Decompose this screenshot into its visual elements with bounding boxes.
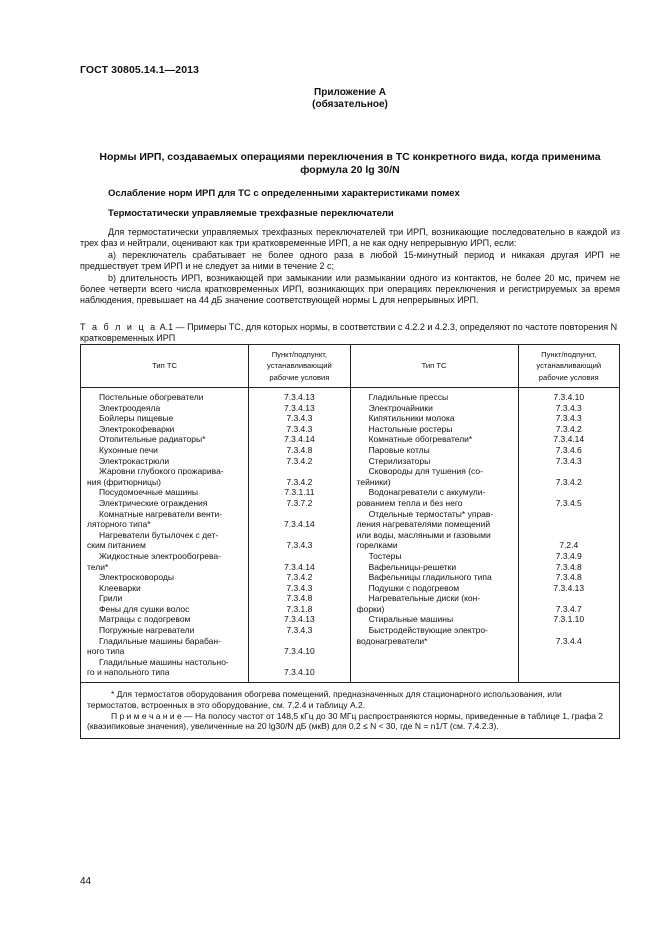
device-type-line: ного типа [87,646,125,657]
header-clause-left: Пункт/подпункт, устанавливающий рабочие условия [249,345,350,388]
clause-ref-line: 7.3.4.14 [553,434,585,445]
device-type-line: Вафельницы гладильного типа [368,572,492,583]
device-type-line: Матрацы с подогревом [99,614,191,625]
clause-ref-line [519,519,619,530]
header-clause-right: Пункт/подпункт, устанавливающий рабочие условия [518,345,619,388]
device-type-line: Погружные нагреватели [99,625,195,636]
standard-header: ГОСТ 30805.14.1—2013 [80,64,200,76]
device-type-line: Жаровни глубокого прожарива- [99,466,224,477]
device-type-line: Клееварки [99,582,141,593]
device-type-line: Электрические ограждения [99,497,208,508]
clause-ref-line [519,593,619,604]
clause-ref-line: 7.3.4.14 [284,561,315,572]
subheading-attenuation: Ослабление норм ИРП для ТС с определенными характеристиками помех [108,188,460,199]
device-type-line: Нагреватели бутылочек с дет- [99,529,219,540]
left-type-column [81,388,249,683]
main-title [80,151,620,177]
clause-ref-line [519,530,619,541]
device-type-line: ляторного типа* [87,519,151,530]
device-type-line: Сковороды для тушения (со- [368,466,483,477]
clause-ref-line: 7.3.4.2 [286,455,313,466]
clause-ref-line: 7.3.4.4 [555,635,582,646]
clause-ref-line: 7.3.1.11 [284,487,315,498]
device-type-line: тели* [87,561,109,572]
clause-ref-line: 7.3.4.2 [555,476,582,487]
table-caption [80,322,620,345]
note-text: На полосу частот от 148,5 кГц до 30 МГц распространяются нормы, приведенные в таблице 1, графа 2 (квазипиковые значения), увеличенные на 20 lg30/N дБ (мкВ) для 0,2 ≤ N < 30, где N = n1/T (см. 7.4.2.3). [87,710,604,732]
header-type-left: Тип ТС [81,345,249,388]
clause-ref-line: 7.3.4.13 [284,402,315,413]
clause-ref-line: 7.3.4.3 [286,582,313,593]
body-text [80,227,620,307]
device-type-line: Тостеры [368,550,402,561]
clause-ref-line: 7.3.4.6 [555,444,582,455]
table-caption-prefix: Т а б л и ц а [80,322,158,332]
clause-ref-line: 7.3.4.2 [555,423,582,434]
clause-ref-line: 7.3.4.8 [286,593,313,604]
clause-ref-line [519,487,619,498]
device-type-line: Электроодеяла [99,402,161,413]
device-type-line: ния (фритюрницы) [87,476,161,487]
clause-ref-line: 7.3.4.10 [553,392,585,402]
clause-ref-line: 7.3.4.5 [555,497,582,508]
clause-ref-line: 7.3.4.10 [284,646,315,657]
clause-ref-line: 7.3.4.14 [284,519,315,530]
device-type-line: Жидкостные электрообогрева- [99,550,221,561]
device-type-line: Электрокофеварки [99,423,175,434]
clause-ref-line [249,657,349,668]
clause-ref-line: 7.3.4.14 [284,434,315,445]
clause-ref-line [519,509,619,520]
clause-ref-line [249,551,349,562]
paragraph: Для термостатически управляемых трехфазных переключателей три ИРП, возникающие последовательно в каждой из трех фаз и нейтрали, оценивают как три кратковременные ИРП, а не как одну непрерывную ИРП, если: [80,227,620,249]
device-type-line: Комнатные обогреватели* [368,434,473,445]
clause-ref-line: 7.3.4.8 [555,561,582,572]
clause-ref-line [249,466,349,477]
clause-ref-line: 7.3.4.3 [286,625,313,636]
clause-ref-line [249,530,349,541]
clause-ref-line: 7.3.4.3 [555,402,582,413]
device-type-line: ления нагревателями помещений [356,519,491,530]
device-type-line: Гладильные прессы [368,392,449,402]
annex-subtitle: (обязательное) [312,99,388,110]
device-type-line: Кипятильники молока [368,413,455,424]
left-clause-column [249,388,350,683]
device-type-line: рованием тепла и без него [356,497,463,508]
device-type-line: Гладильные машины настольно- [99,656,229,667]
clause-ref-line: 7.3.4.8 [555,572,582,583]
clause-ref-line: 7.3.4.3 [286,423,313,434]
clause-ref-line [519,625,619,636]
clause-ref-line: 7.3.4.10 [284,667,315,678]
device-type-line: Электросковороды [99,572,174,583]
main-title-line2: формула 20 lg 30/N [300,164,400,176]
device-type-line: горелками [356,540,398,551]
paragraph: a) переключатель срабатывает не более одного раза в любой 15-минутный период и никакая другая ИРП не предшествует трем ИРП и не следует за ними в течение 2 с; [80,249,620,272]
device-type-line: форки) [356,603,385,614]
device-type-line: Комнатные нагреватели венти- [99,508,223,519]
device-type-line: Электрокастрюли [99,455,170,466]
clause-ref-line: 7.3.4.8 [286,444,313,455]
device-type-line: Отдельные термостаты* управ- [368,508,494,519]
footnote: * Для термостатов оборудования обогрева помещений, предназначенных для стационарного использования, или термостатов, встроенных в это оборудование, см. 7.2.4 и таблицу А.2. [87,689,562,710]
device-type-line: ским питанием [87,540,146,551]
note-prefix: П р и м е ч а н и е — [111,710,193,721]
clause-ref-line: 7.3.7.2 [286,497,313,508]
subheading-thermostatic: Термостатически управляемые трехфазные переключатели [108,208,394,219]
clause-ref-line: 7.3.4.13 [284,392,315,402]
clause-ref-line: 7.2.4 [559,540,579,551]
page-number: 44 [80,876,92,887]
clause-ref-line: 7.3.4.2 [286,572,313,583]
clause-ref-line: 7.3.4.3 [286,413,313,424]
clause-ref-line: 7.3.4.9 [555,550,582,561]
device-type-line: Грили [99,593,123,604]
clause-ref-line: 7.3.1.8 [286,603,313,614]
header-type-right: Тип ТС [350,345,518,388]
examples-table [80,344,620,739]
device-type-line: Настольные ростеры [368,423,453,434]
clause-ref-line: 7.3.1.10 [553,614,585,625]
device-type-line: Стерилизаторы [368,455,431,466]
device-type-line: Быстродействующие электро- [368,625,488,636]
device-type-line: Посудомоечные машины [99,487,199,498]
device-type-line: Нагревательные диски (кон- [368,593,481,604]
device-type-line: Подушки с подогревом [368,582,460,593]
paragraph: b) длительность ИРП, возникающей при замыкании или размыкании одного из контактов, не более 20 мс, причем не более четверти всего числа кратковременных ИРП, возникающих при операциях переключения и регистрируемых за время наблюдения, превышает на 44 дБ значение соответствующей нормы L для непрерывных ИРП. [80,272,620,306]
device-type-line: Гладильные машины барабан- [99,635,221,646]
device-type-line: Стиральные машины [368,614,454,625]
note [87,711,613,733]
annex-title: Приложение А [314,87,386,98]
device-type-line: Вафельницы-решетки [368,561,457,572]
clause-ref-line: 7.3.4.13 [284,614,315,625]
clause-ref-line: 7.3.4.13 [553,582,585,593]
right-clause-column [518,388,619,683]
device-type-line: водонагреватели* [356,635,428,646]
device-type-line: тейники) [356,476,391,487]
device-type-line: Отопительные радиаторы* [99,434,206,445]
clause-ref-line [519,466,619,477]
clause-ref-line: 7.3.4.3 [555,455,582,466]
device-type-line: Бойлеры пищевые [99,413,174,424]
device-type-line: или воды, масляными и газовыми [356,529,491,540]
clause-ref-line: 7.3.4.7 [555,603,582,614]
device-type-line: Фены для сушки волос [99,603,190,614]
device-type-line: Кухонные печи [99,444,158,455]
table-footnotes [81,683,620,739]
clause-ref-line [249,509,349,520]
clause-ref-line: 7.3.4.2 [286,476,313,487]
device-type-line: Паровые котлы [368,444,430,455]
device-type-line: Водонагреватели с аккумули- [368,487,486,498]
clause-ref-line [249,636,349,647]
clause-ref-line: 7.3.4.3 [286,540,313,551]
right-type-column [350,388,518,683]
device-type-line: Электрочайники [368,402,433,413]
table-caption-text: А.1 — Примеры ТС, для которых нормы, в соответствии с 4.2.2 и 4.2.3, определяют по частоте повторения N кратковременных ИРП [80,322,618,344]
device-type-line: Постельные обогреватели [99,392,204,402]
main-title-line1: Нормы ИРП, создаваемых операциями переключения в ТС конкретного вида, когда применима [99,151,601,163]
device-type-line: го и напольного типа [87,667,170,678]
clause-ref-line: 7.3.4.3 [555,413,582,424]
